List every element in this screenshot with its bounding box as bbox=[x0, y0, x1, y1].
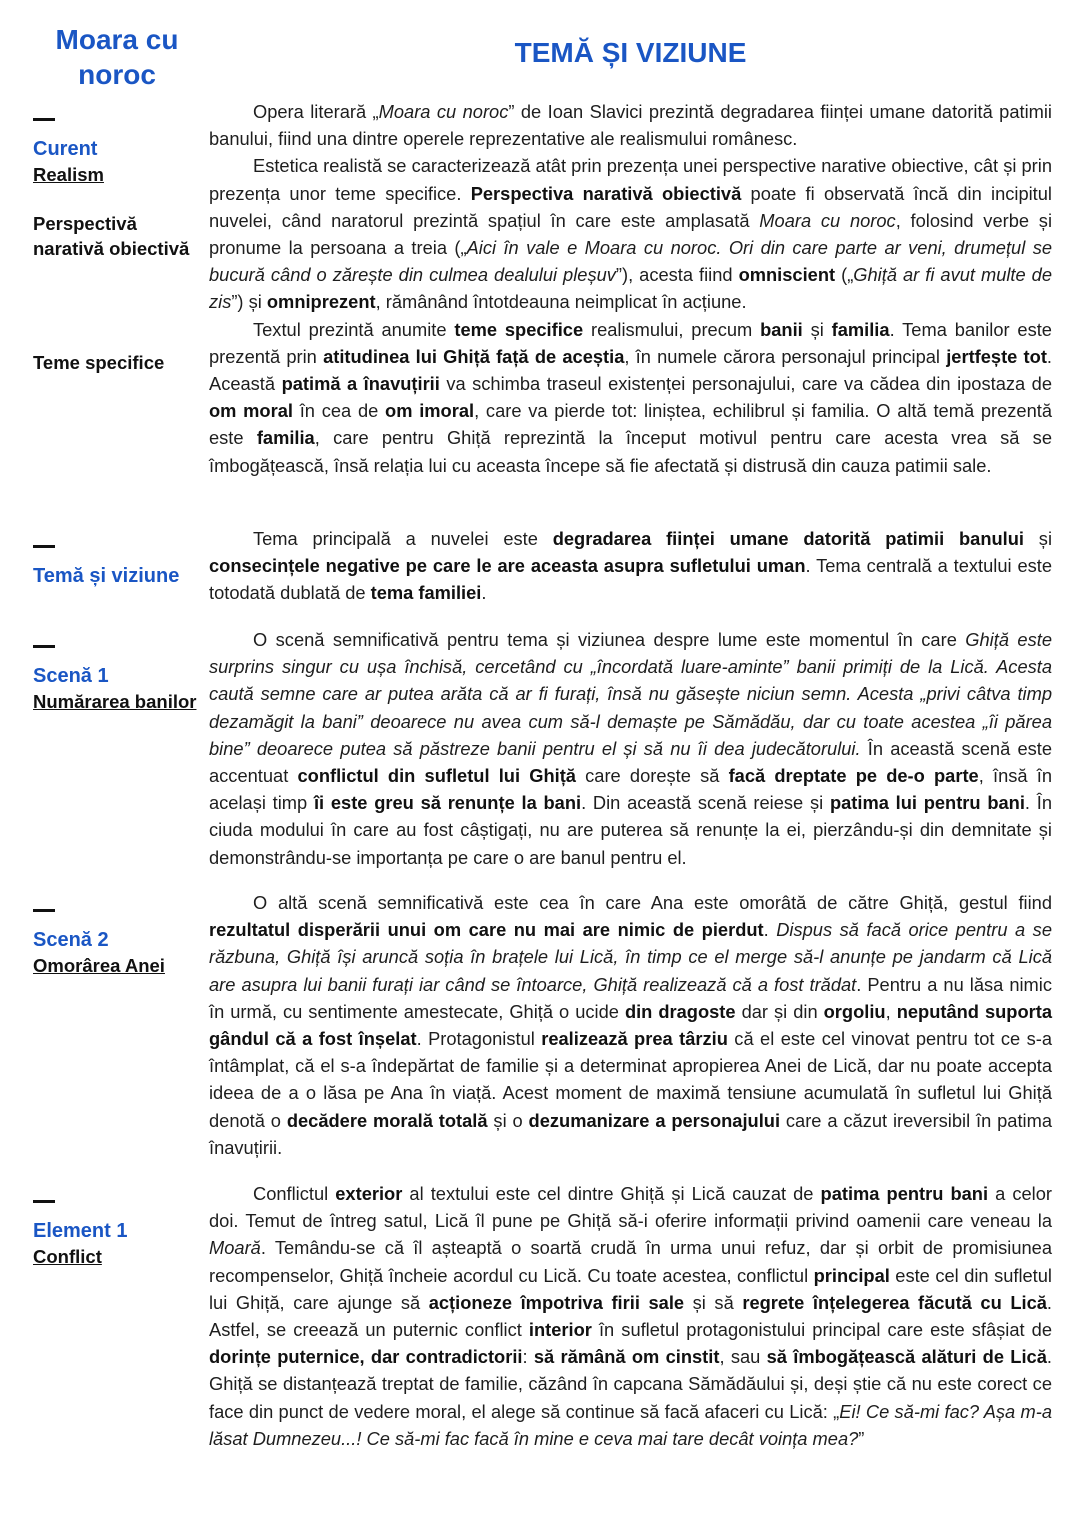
sidebar-heading-scena1: Scenă 1 bbox=[33, 665, 109, 687]
bold-run: acționeze împotriva firii sale bbox=[428, 1291, 685, 1313]
bold-run: patima pentru bani bbox=[820, 1183, 989, 1204]
bold-run: patimă a înavuțirii bbox=[281, 373, 440, 395]
bold-run: orgoliu bbox=[823, 1000, 886, 1022]
bold-run: conflictul din sufletul lui Ghiță bbox=[297, 765, 576, 787]
bold-run: dorințe puternice, dar contradictorii bbox=[209, 1346, 523, 1368]
bold-run: regrete înțelegerea făcută cu Lică bbox=[742, 1291, 1047, 1313]
section-tema bbox=[209, 525, 1052, 607]
sidebar-scena2 bbox=[33, 909, 208, 978]
bold-run: îi este greu să renunțe la bani bbox=[313, 792, 582, 814]
bold-run: neputând suporta gândul că a fost înșelat bbox=[209, 1000, 1052, 1050]
bold-run: om imoral bbox=[385, 400, 475, 422]
bold-run: banii bbox=[760, 318, 803, 340]
bold-run: omniscient bbox=[738, 264, 836, 286]
bold-run: să rămână om cinstit bbox=[533, 1346, 720, 1368]
bold-run: patima lui pentru bani bbox=[829, 792, 1025, 814]
section-scena1 bbox=[209, 626, 1052, 871]
bold-run: teme specifice bbox=[454, 318, 584, 340]
sidebar-label-teme: Teme specifice bbox=[33, 352, 165, 373]
italic-run: Moara cu noroc bbox=[759, 209, 896, 231]
bold-run: să îmbogățească alături de Lică bbox=[766, 1346, 1047, 1368]
bold-run: jertfește tot bbox=[946, 345, 1047, 367]
document-title: Moara cu noroc bbox=[55, 24, 179, 90]
bold-run: dezumanizare a personajului bbox=[528, 1109, 781, 1131]
italic-run: Ghiță este surprins singur cu ușa închisă, cercetând cu „încordată luare-aminte” banii primiți de la Lică. Acesta caută semne care ar putea arăta că ar fi furați, însă nu găsește niciun semn. Acesta „privi câtva timp dezamăgit la bani” deoarece nu avea cum să-l demaște pe Sămădău, dar cu toate acestea „îi părea bine” deoarece putea să păstreze banii pentru el și să nu îi dea judecătorului. bbox=[209, 629, 1052, 759]
bold-run: omniprezent bbox=[266, 291, 376, 313]
sidebar-sub-numararea-banilor: Numărarea banilor bbox=[33, 691, 197, 712]
paragraph-intro-2: Estetica realistă se caracterizează atât prin prezența unei perspective narative obiective, cât și prin prezența unor teme specifice. Perspectiva narativă obiectivă poate fi observată încă din incipitul nuvelei, când naratorul prezintă spațiul în care este amplasată Moara cu noroc, folosind verbe și pronume la persoana a treia („Aici în vale e Moara cu noroc. Ori din care parte ar veni, drumețul se bucură când o zărește din culmea dealului pleșuv”), acesta fiind omniscient („Ghiță ar fi avut multe de zis”) și omniprezent, rămânând întotdeauna neimplicat în acțiune. bbox=[209, 155, 1053, 313]
italic-run: Dispus să facă orice pentru a se răzbuna, Ghiță își aruncă soția în brațele lui Lică, în timp ce el merge să-l anunțe pe jandarm că Lică are asupra lui banii furați iar când se întoarce, Ghiță realizează că a fost trădat bbox=[209, 919, 1052, 995]
paragraph-scena2: O altă scenă semnificativă este cea în care Ana este omorâtă de către Ghiță, gestul fiind rezultatul disperării unui om care nu mai are nimic de pierdut. Dispus să facă orice pentru a se răzbuna, Ghiță își aruncă soția în brațele lui Lică, în timp ce el merge să-l anunțe pe jandarm că Lică are asupra lui banii furați iar când se întoarce, Ghiță realizează că a fost trădat. Pentru a nu lăsa nimic în urmă, cu sentimente amestecate, Ghiță o ucide din dragoste dar și din orgoliu, neputând suporta gândul că a fost înșelat. Protagonistul realizează prea târziu că el este cel vinovat pentru tot ce s-a întâmplat, că el s-a îndepărtat de familie și a determinat apropierea Anei de Lică, dar nu poate accepta ideea de a o lăsa pe Ana în viață. Acest moment de maximă tensiune acumulată în sufletul lui Ghiță denotă o decădere morală totală și o dezumanizare a personajului care a căzut ireversibil în patima înavuțirii. bbox=[209, 892, 1053, 1158]
bold-run: om moral bbox=[209, 400, 293, 422]
bold-run: interior bbox=[528, 1319, 592, 1341]
sidebar-label-perspectiva: Perspectivă narativă obiectivă bbox=[33, 213, 190, 259]
bold-run: tema familiei bbox=[370, 582, 482, 604]
bold-run: decădere morală totală bbox=[286, 1109, 488, 1131]
bold-run: familia bbox=[256, 427, 315, 449]
page-title: TEMĂ ȘI VIZIUNE bbox=[514, 37, 747, 68]
bold-run: rezultatul disperării unui om care nu mai are nimic de pierdut bbox=[209, 919, 764, 941]
sidebar-heading-element1: Element 1 bbox=[33, 1220, 128, 1242]
bold-run: realizează prea târziu bbox=[541, 1028, 728, 1050]
sidebar-heading-curent: Curent bbox=[33, 138, 98, 160]
sidebar-teme bbox=[33, 350, 208, 375]
bold-run: din dragoste bbox=[624, 1000, 736, 1022]
bold-run: atitudinea lui Ghiță față de aceștia bbox=[323, 345, 625, 367]
divider-dash bbox=[33, 1200, 55, 1203]
sidebar-sub-realism: Realism bbox=[33, 164, 104, 185]
sidebar-element1 bbox=[33, 1200, 208, 1269]
italic-run: Moară bbox=[209, 1237, 261, 1259]
paragraph-conflict: Conflictul exterior al textului este cel dintre Ghiță și Lică cauzat de patima pentru bani a celor doi. Temut de întreg satul, Lică îl pune pe Ghiță să-i oferire informații privind oamenii care veneau la Moară. Temându-se că îl așteaptă o soartă crudă în urma unui refuz, dar și orbit de promisiunea recompenselor, Ghiță încheie acordul cu Lică. Cu toate acestea, conflictul principal este cel din sufletul lui Ghiță, care ajunge să acționeze împotriva firii sale și să regrete înțelegerea făcută cu Lică. Astfel, se creează un puternic conflict interior în sufletul protagonistului principal care este sfâșiat de dorințe puternice, dar contradictorii: să rămână om cinstit, sau să îmbogățească alături de Lică. Ghiță se distanțează treptat de familie, căzând în capcana Sămădăului și, deși știe că nu este corect ce face din punct de vedere moral, el alege să continue să facă afaceri cu Lică: „Ei! Ce să-mi fac? Așa m-a lăsat Dumnezeu...! Ce să-mi fac facă în mine e ceva mai tare decât voința mea?” bbox=[209, 1183, 1053, 1449]
divider-dash bbox=[33, 118, 55, 121]
divider-dash bbox=[33, 545, 55, 548]
sidebar-scena1 bbox=[33, 645, 208, 714]
paragraph-scena1: O scenă semnificativă pentru tema și viziunea despre lume este momentul în care Ghiță este surprins singur cu ușa închisă, cercetând cu „încordată luare-aminte” banii primiți de la Lică. Acesta caută semne care ar putea arăta că ar fi furați, însă nu găsește niciun semn. Acesta „privi câtva timp dezamăgit la bani” deoarece nu avea cum să-l demaște pe Sămădău, dar cu toate acestea „îi părea bine” deoarece putea să păstreze banii pentru el și să nu îi dea judecătorului. În această scenă este accentuat conflictul din sufletul lui Ghiță care dorește să facă dreptate pe de-o parte, însă în același timp îi este greu să renunțe la bani. Din această scenă reiese și patima lui pentru bani. În ciuda modului în care au fost câștigați, nu are puterea să renunțe la ei, pierzându-și din demnitate și demonstrându-se importanța pe care o are banul pentru el. bbox=[209, 629, 1053, 868]
divider-dash bbox=[33, 645, 55, 648]
italic-run: Ei! Ce să-mi fac? Așa m-a lăsat Dumnezeu...! Ce să-mi fac facă în mine e ceva mai tare decât voința mea? bbox=[209, 1400, 1052, 1449]
italic-run: Ghiță ar fi avut multe de zis bbox=[209, 264, 1053, 313]
sidebar-sub-conflict: Conflict bbox=[33, 1246, 102, 1267]
section-scena2 bbox=[209, 889, 1052, 1161]
sidebar-heading-scena2: Scenă 2 bbox=[33, 929, 109, 951]
sidebar-curent bbox=[33, 118, 208, 187]
section-intro bbox=[209, 98, 1052, 479]
bold-run: facă dreptate pe de-o parte bbox=[728, 765, 979, 787]
bold-run: exterior bbox=[335, 1183, 403, 1204]
bold-run: familia bbox=[831, 318, 890, 340]
italic-run: Moara cu noroc bbox=[378, 101, 509, 122]
sidebar-sub-omorarea-anei: Omorârea Anei bbox=[33, 955, 165, 976]
sidebar-perspectiva bbox=[33, 211, 208, 261]
bold-run: Perspectiva narativă obiectivă bbox=[470, 182, 742, 204]
paragraph-tema: Tema principală a nuvelei este degradarea ființei umane datorită patimii banului și consecințele negative pe care le are aceasta asupra sufletului uman. Tema centrală a textului este totodată dublată de tema familiei. bbox=[209, 528, 1053, 604]
sidebar-tema-viziune bbox=[33, 545, 208, 589]
bold-run: degradarea ființei umane datorită patimii banului bbox=[552, 528, 1024, 549]
paragraph-intro-1: Opera literară „Moara cu noroc” de Ioan Slavici prezintă degradarea ființei umane datorită patimii banului, fiind una dintre operele reprezentative ale realismului românesc. bbox=[209, 101, 1052, 150]
sidebar-heading-tema-viziune: Temă și viziune bbox=[33, 565, 180, 587]
divider-dash bbox=[33, 909, 55, 912]
italic-run: Aici în vale e Moara cu noroc. Ori din care parte ar veni, drumețul se bucură când o zărește din culmea dealului pleșuv bbox=[209, 237, 1053, 286]
bold-run: consecințele negative pe care le are aceasta asupra sufletului uman bbox=[209, 555, 806, 577]
paragraph-intro-3: Textul prezintă anumite teme specifice realismului, precum banii și familia. Tema banilor este prezentă prin atitudinea lui Ghiță față de aceștia, în numele cărora personajul principal jertfește tot. Această patimă a înavuțirii va schimba traseul existenței personajului, care va cădea din ipostaza de om moral în cea de om imoral, care va pierde tot: liniștea, echilibrul și familia. O altă temă prezentă este familia, care pentru Ghiță reprezintă la început motivul pentru care acesta vrea să se îmbogățească, însă relația lui cu aceasta începe să fie afectată și distrusă din cauza patimii sale. bbox=[209, 318, 1053, 476]
section-conflict bbox=[209, 1180, 1052, 1452]
bold-run: principal bbox=[813, 1264, 890, 1286]
